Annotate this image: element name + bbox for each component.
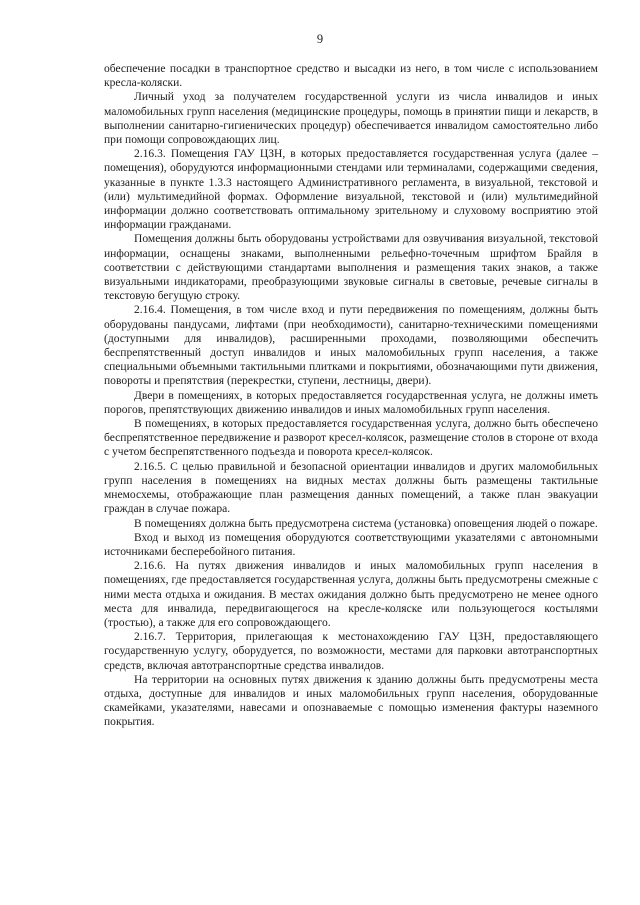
paragraph-2-16-7: 2.16.7. Территория, прилегающая к местонахождению ГАУ ЦЗН, предоставляющего государственную услугу, оборудуется, по возможности, местами для парковки автотранспортных средств, включая автотранспортные средства инвалидов.: [104, 631, 598, 672]
paragraph-2-16-5: 2.16.5. С целью правильной и безопасной ориентации инвалидов и других маломобильных групп населения в помещениях на видных местах должны быть размещены тактильные мнемосхемы, отображающие план размещения данных помещений, а также план эвакуации граждан в случае пожара.: [104, 460, 598, 516]
paragraph-fire-alarm: В помещениях должна быть предусмотрена система (установка) оповещения людей о пожаре.: [134, 517, 598, 530]
paragraph-2-16-6: 2.16.6. На путях движения инвалидов и иных маломобильных групп населения в помещениях, где предоставляется государственная услуга, должны быть предусмотрены смежные с ними места отдыха и ожидания. В местах ожидания должно быть предусмотрено не менее одного места для инвалида, передвигающегося на кресле-коляске или пользующегося костылями (тростью), а также для его сопровождающего.: [104, 560, 598, 629]
paragraph-territory-rest-places: На территории на основных путях движения к зданию должны быть предусмотрены места отдыха, доступные для инвалидов и иных маломобильных групп населения, оборудованные скамейками, указателями, навесами и опознаваемые с помощью изменения фактуры наземного покрытия.: [104, 673, 598, 729]
paragraph-personal-care: Личный уход за получателем государственной услуги из числа инвалидов и иных маломобильных групп населения (медицинские процедуры, помощь в принятии пищи и лекарств, в выполнении санитарно-гигиенических процедур) обеспечивается инвалидом самостоятельно либо при помощи сопровождающих лиц.: [104, 91, 598, 147]
paragraph-2-16-3: 2.16.3. Помещения ГАУ ЦЗН, в которых предоставляется государственная услуга (далее – помещения), оборудуются информационными стендами или терминалами, содержащими сведения, указанные в пункте 1.3.3 настоящего Административного регламента, в визуальной, текстовой и (или) мультимедийной формах. Оформление визуальной, текстовой и (или) мультимедийной информации должно соответствовать оптимальному зрительному и слуховому восприятию этой информации гражданами.: [104, 148, 598, 232]
page-number: 9: [316, 32, 324, 46]
paragraph-continuation: обеспечение посадки в транспортное средство и высадки из него, в том числе с использованием кресла-коляски.: [104, 63, 598, 90]
paragraph-wheelchair-movement: В помещениях, в которых предоставляется государственная услуга, должно быть обеспечено беспрепятственное передвижение и разворот кресел-колясок, размещение столов в стороне от входа с учетом беспрепятственного подъезда и поворота кресел-колясок.: [104, 418, 598, 459]
document-body: [104, 62, 598, 730]
paragraph-entrance-exit: Вход и выход из помещения оборудуются соответствующими указателями с автономными источниками бесперебойного питания.: [104, 531, 598, 558]
paragraph-doors: Двери в помещениях, в которых предоставляется государственная услуга, не должны иметь порогов, препятствующих движению инвалидов и иных маломобильных групп населения.: [104, 389, 598, 416]
paragraph-2-16-4: 2.16.4. Помещения, в том числе вход и пути передвижения по помещениям, должны быть оборудованы пандусами, лифтами (при необходимости), санитарно-техническими помещениями (доступными для инвалидов), расширенными проходами, позволяющими обеспечить беспрепятственный доступ инвалидов и иных маломобильных групп населения, а также специальными объемными тактильными плитками и покрытиями, обозначающими пути движения, повороты и препятствия (перекрестки, ступени, лестницы, двери).: [104, 304, 598, 388]
paragraph-sound-devices: Помещения должны быть оборудованы устройствами для озвучивания визуальной, текстовой информации, оснащены знаками, выполненными рельефно-точечным шрифтом Брайля в соответствии с действующими стандартами выполнения и размещения таких знаков, а также визуальными индикаторами, преобразующими звуковые сигналы в световые, речевые сигналы в текстовую бегущую строку.: [104, 233, 598, 303]
